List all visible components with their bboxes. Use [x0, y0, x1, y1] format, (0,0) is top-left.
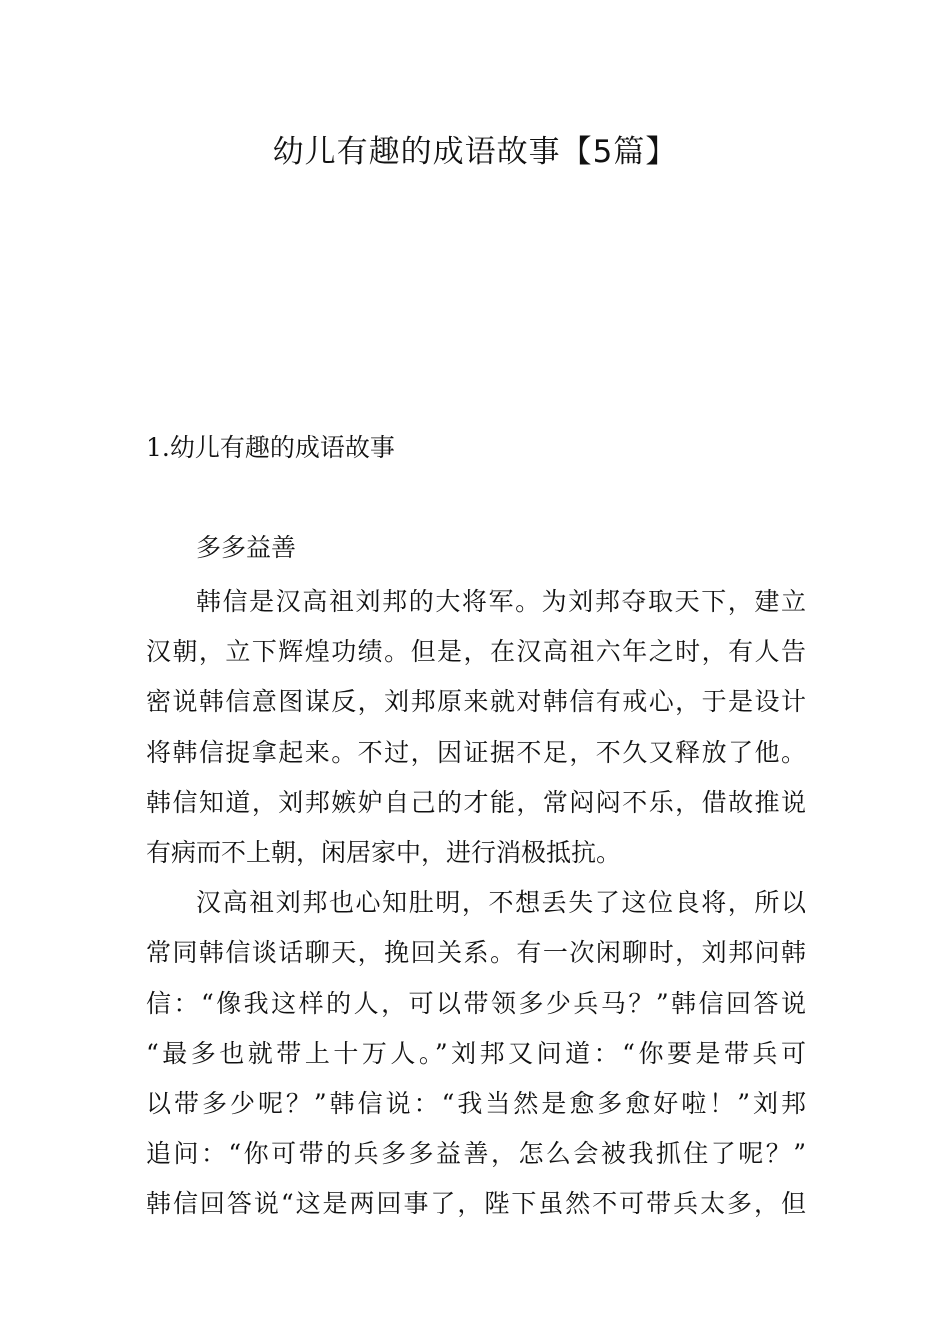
paragraph [146, 577, 806, 878]
text-line: 追问：“你可带的兵多多益善，怎么会被我抓住了呢？” [146, 1139, 806, 1169]
section-heading: 1.幼儿有趣的成语故事 [146, 433, 395, 462]
story-body [146, 577, 806, 1229]
paragraph [146, 878, 806, 1229]
text-line: 韩信知道，刘邦嫉妒自己的才能，常闷闷不乐，借故推说 [146, 787, 806, 817]
text-line: “最多也就带上十万人。”刘邦又问道：“你要是带兵可 [146, 1038, 806, 1068]
text-line: 以带多少呢？”韩信说：“我当然是愈多愈好啦！”刘邦 [146, 1088, 806, 1118]
text-line: 韩信是汉高祖刘邦的大将军。为刘邦夺取天下，建立 [196, 587, 806, 616]
text-line: 韩信回答说“这是两回事了，陛下虽然不可带兵太多，但 [146, 1189, 806, 1219]
text-line: 信：“像我这样的人，可以带领多少兵马？”韩信回答说 [146, 988, 806, 1018]
text-line: 密说韩信意图谋反，刘邦原来就对韩信有戒心，于是设计 [146, 687, 806, 717]
text-line: 汉高祖刘邦也心知肚明，不想丢失了这位良将，所以 [196, 888, 806, 918]
text-line: 汉朝，立下辉煌功绩。但是，在汉高祖六年之时，有人告 [146, 637, 806, 667]
text-line: 将韩信捉拿起来。不过，因证据不足，不久又释放了他。 [146, 737, 806, 767]
story-title: 多多益善 [196, 533, 297, 562]
text-line: 有病而不上朝，闲居家中，进行消极抵抗。 [146, 837, 622, 867]
document-title: 幼儿有趣的成语故事【5篇】 [272, 134, 678, 170]
text-line: 常同韩信谈话聊天，挽回关系。有一次闲聊时，刘邦问韩 [146, 938, 806, 968]
